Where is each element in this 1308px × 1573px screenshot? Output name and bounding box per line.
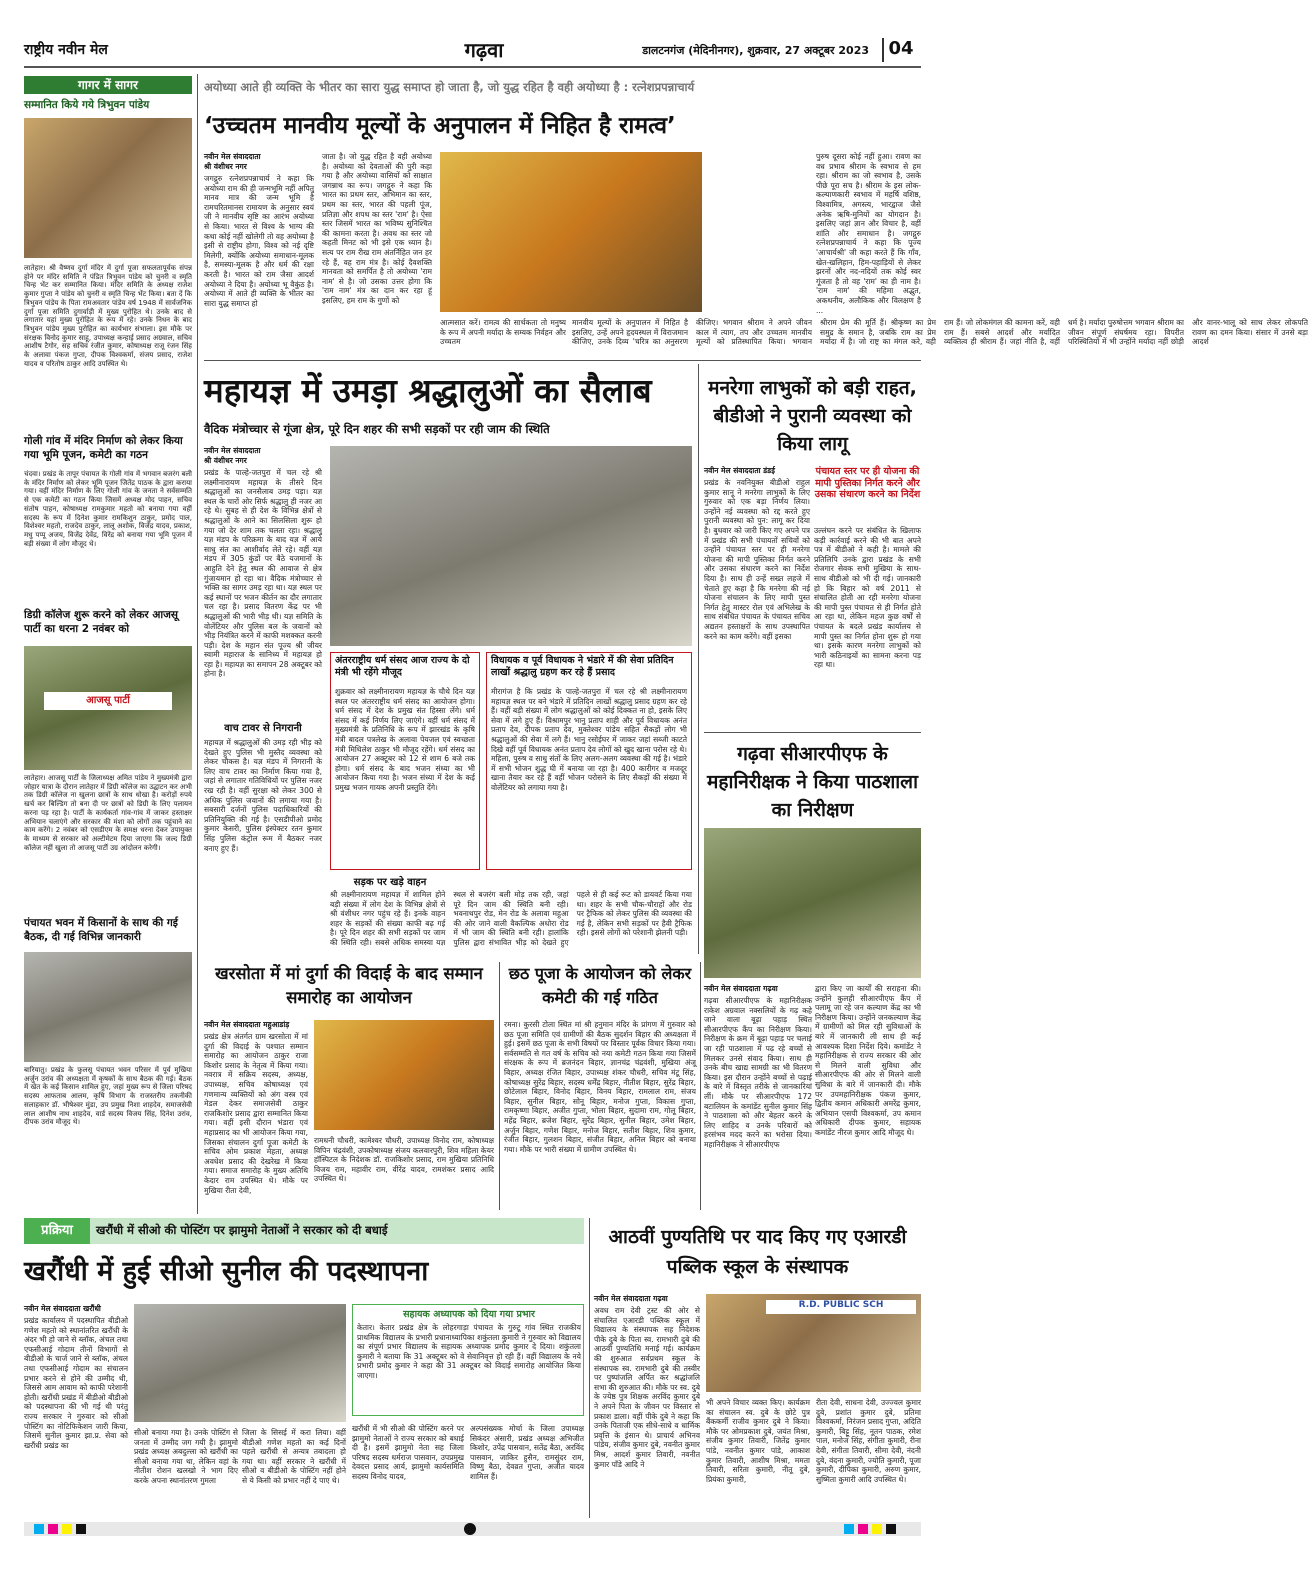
byline-place: महुआडांड़ — [263, 1020, 290, 1029]
byline-name: नवीन मेल संवाददाता — [594, 1294, 651, 1303]
crpf-col2: द्वारा किए जा कार्यों की सराहना की। उन्होंने कुलही सीआरपीएफ कैंप में पलामू जा रहे जन कल्याण केंद्र का भी निरीक्षण किया। उन्होंने जनकल्याण केंद्र में ग्रामीणों को मिल रही सुविधाओं के बारे में जानकारी ली साथ ही कई आवश्यक दिशा निर्देश दिये। कमांडेंट ने महानिरीक्षक से राज्य सरकार की ओर से मिलने वाली सुविधा और सीआरपीएफ की ओर से मिलने वाली सुविधा के बारे में जानकारी दी। मौके पर उपमहानिरीक्षक पंकज कुमार, द्वितीय कमान अधिकारी अमरेंद्र कुमार, अभियान एसपी विश्वकर्मा, उप कमान अधिकारी दीपक कुमार, सहायक कमांडेंट नीरज कुमार आदि मौजूद थे। — [815, 984, 921, 1137]
page-number: 04 — [882, 38, 918, 62]
sidebar-item1-body: लातेहार। श्री वैष्णव दुर्गा मंदिर में दुर्गा पूजा सफलतापूर्वक संपन्न होने पर मंदिर समिति ने पंडित त्रिभुवन पांडेय को चुनरी व स्मृति चिन्ह भेंट कर सम्मानित किया। मंदिर समिति के अध्यक्ष राजेश कुमार गुप्ता ने पांडेय को चुनरी व स्मृति चिन्ह भेंट किया। बता दें कि त्रिभुवन पांडेय के पिता रामअवतार पांडेय वर्ष 1948 में सार्वजनिक दुर्गा पूजा समिति दुगार्वाड़ी में मुख्य पुरोहित थे। उनके बाद से लगातार यहां मुख्य पुरोहित के रूप में रहे। उनके निधन के बाद त्रिभुवन पांडेय मुख्य पुरोहित का कार्यभार संभाला। इस मौके पर संरक्षक विनोद कुमार साहू, उपाध्यक्ष कन्हाई प्रसाद अग्रवाल, सचिव आशीष टैगोर, सह सचिव रंजीत कुमार, कोषाध्यक्ष राजू रंजन सिंह के अलावा पंकज गुप्ता, दीपक विश्वकर्मा, संजय प्रसाद, राजेश यादव व परितोष ठाकुर आदि उपस्थित थे। — [24, 264, 192, 368]
print-color-bar — [24, 1522, 921, 1536]
sidebar-item3-photo-banner: आजसू पार्टी — [44, 692, 172, 710]
swatch-black — [76, 1524, 86, 1534]
banner-box — [352, 1304, 584, 1416]
kharsota-byline — [204, 1020, 308, 1030]
ard-photo — [706, 1294, 921, 1392]
sidebar-item4-body: बारियातु। प्रखंड के फुलसू पंचायत भवन परिसर में पूर्व मुखिया अर्जुन उरांव की अध्यक्षता में कृषकों के साथ बैठक की गई। बैठक में खेत के कई किसान शामिल हुए, जहां मुख्य रूप से जिला परिषद सदस्य आफताब आलम, कृषि विभाग के राजस्तरीय तकनीकी सलाहकार डॉ. भीषेश्वर मुंडा, उप प्रमुख निशा शाहदेव, समाजसेवी लाल आशीष नाथ शाहदेव, वार्ड सदस्य विजय सिंह, दिनेश उरांव, दीपक उरांव मौजूद थे। — [24, 1066, 192, 1127]
chhath-headline: छठ पूजा के आयोजन को लेकर कमेटी की गई गठित — [508, 964, 692, 1007]
banner-strip — [24, 1218, 584, 1244]
mahayagya-sub2-head: वाच टावर से निगरानी — [224, 723, 302, 734]
sidebar-item3-photo — [24, 646, 192, 770]
mgnrega-body2: उल्लंघन करने पर संबंधित के खिलाफ कड़ी कार्रवाई करने की भी बात अपने पत्र में बीडीओ ने कही है। मामले की प्रतिलिपि उनके द्वारा प्रखंड के सभी रोजगार सेवक सभी मुखिया के साथ-साथ बीडीओ को भी दी गई। जानकारी हो कि बिहार को वर्ष 2011 से संचालित होती आ रही मनरेगा योजना की मापी पुस्त पंचायत से ही निर्गत होते आ रहा था, लेकिन महज कुछ वर्षों से पंचायत के बदले प्रखंड कार्यालय से मापी पुस्त का निर्गत होना शुरू हो गया था। इसके कारण मनरेगा लाभुकों को भारी कठिनाइयों का सामना करना पड़ रहा था। — [814, 526, 921, 670]
mahayagya-sub2-body: महायज्ञ में श्रद्धालुओं की उमड़ रही भीड़ को देखते हुए पुलिस भी मुस्तैद व्यवस्था को लेकर चौकस है। यज्ञ मंडप में निगरानी के लिए वाच टावर का निर्माण किया गया है, जहां से लगातार गतिविधियों पर पुलिस नजर रख रही है। वहीं सुरक्षा को लेकर 300 से अधिक पुलिस जवानों की लगाया गया है। सबसारी दर्जनों पुलिस पदाधिकारियों की प्रतिनियुक्ति की गई है। एसडीपीओ प्रमोद कुमार केसरी, पुलिस इंस्पेक्टर रतन कुमार सिंह पुलिस कंट्रोल रूम में बैठकर नजर बनाए हुए हैं। — [204, 738, 322, 853]
chhath-divider — [700, 962, 701, 1210]
banner-tag: प्रक्रिया — [24, 1218, 90, 1244]
top-story-col3b — [705, 152, 809, 312]
top-story-col3: मानवीय मूल्यों के अनुपालन में निहित है इसलिए, उन्हें अपने हृदयस्थल में विराजमान कीजिए, उनके दिव्य 'चरित्र का अनुसरण कीजिए। भगवान श्रीराम ने अपने जीवन काल में त्याग, तप और उच्चतम मानवीय मूल्यों को प्रतिस्थापित किया। भगवान श्रीराम प्रेम की मूर्ति हैं। श्रीकृष्ण का प्रेम समुद्र के समान है, जबकि राम का प्रेम मर्यादा में है। जो राष्ट्र का मंगल करे, वही राम हैं। जो लोकमंगल की कामना करें, वही राम हैं। सबसे आदर्श और मर्यादित व्यक्तित्व ही श्रीराम हैं। जहां नीति है, वहीं धर्म है। मर्यादा पुरुषोत्तम भगवान श्रीराम का जीवन संपूर्ण संघर्षमय रहा। विपरीत परिस्थितियों में भी उन्होंने मर्यादा नहीं छोड़ी और वानर-भालू को साथ लेकर लोकपति रावण का दमन किया। संसार में उनसे बड़ा आदर्श — [572, 318, 1308, 347]
masthead — [24, 36, 921, 66]
mahayagya-sub3-head: सड़क पर खड़े वाहन — [353, 877, 427, 888]
byline-place: श्री वंशीधर नगर — [204, 455, 247, 465]
sidebar-tag: गागर में सागर — [24, 76, 192, 94]
byline-place: खरौंधी — [83, 1304, 101, 1313]
paper-name: राष्ट्रीय नवीन मेल — [24, 42, 108, 58]
byline-place: गढ़वा — [653, 1294, 668, 1303]
box-head: सहायक अध्यापक को दिया गया प्रभार — [403, 1309, 535, 1320]
swatch-yellow-2 — [872, 1524, 882, 1534]
box2-body: मीरागंज है कि प्रखंड के पाल्हे-जतपुरा में चल रहे श्री लक्ष्मीनारायण महायज्ञ स्थल पर बने भंडारे में प्रतिदिन लाखों श्रद्धालु प्रसाद ग्रहण कर रहे हैं। वहीं बड़ी संख्या में लोग श्रद्धालुओं को कोई दिक्कत ना हो, इसके लिए सेवा में लगे हुए हैं। विश्रामपुर भानु प्रताप शाही और पूर्व विधायक अनंत प्रताप देव, दीपक प्रताप देव, मुक्तेश्वर पांडेय सहित सैकड़ों लोग भी श्रद्धालुओं की सेवा में लगे हैं। भानु रसोईघर में जाकर जहां सब्जी काटते दिखे वहीं पूर्व विधायक अनंत प्रताप देव लोगों को खुद खाना परोस रहे थे। महिला, पुरुष व साधु संतों के लिए अलग-अलग व्यवस्था की गई है। भंडारे में सभी भोजन शुद्ध घी में बनाया जा रहा है। 400 कारीगर व मजदूर खाना तैयार कर रहे हैं वहीं भोजन परोसने के लिए सैकड़ों की संख्या में वोलेंटियर को लगाया गया है। — [491, 687, 687, 792]
mgnrega-body: प्रखंड के नवनियुक्त बीडीओ राहुल कुमार सानू ने मनरेगा लाभुकों के लिए गुरुवार को एक बड़ा निर्णय लिया। उन्होंने नई व्यवस्था को रद्द करते हुए पुरानी व्यवस्था को पुन: लागू कर दिया है। बुधवार को जारी किए गए अपने पत्र में प्रखंड की सभी पंचायतों सचिवों को उन्होंने पंचायत स्तर पर ही मनरेगा योजना की मापी पुस्तिका निर्गत करने और उसका संधारण करने का निर्देश दिया है। साथ ही उन्हें सख्त लहजे में चेताते हुए कहा है कि मनरेगा की नई योजना संचालन के लिए मापी पुस्त निर्गत हेतु मास्टर रोल एवं अभिलेख के साथ संबंधित पंचायत के पंचायत सचिव अद्यतन हस्ताक्षरों के साथ उपस्थापित करने का काम करेंगे। वहीं इसका — [704, 478, 810, 641]
top-story-photo-text: आत्मसात करें। रामत्व की सार्थकता तो मनुष्य के रूप में अपनी मर्यादा के सम्यक निर्वहन और उच्चतम — [440, 318, 566, 347]
mahayagya-divider — [698, 364, 699, 954]
sidebar-item4-photo — [24, 952, 192, 1062]
banner-col4: खरौंधी में भी सीओ की पोस्टिंग करने पर झामुमो नेताओं ने राज्य सरकार को बधाई दी है। इसमें झामुमो नेता सह जिला परिषद सदस्य धर्मराज पासवान, उपप्रमुख देवदत्त प्रसाद आर्य, झामुमो कार्यसमिति सदस्य विनोद यादव, — [352, 1424, 464, 1481]
banner-col5: अल्पसंख्यक मोर्चा के जिला उपाध्यक्ष सिकंदर अंसारी, प्रखंड अध्यक्ष अभिजीत किशोर, उपेंद्र पासवान, सतेंद्र बैठा, अरविंद पासवान, जाकिर हुसैन, रामसुंदर राम, विष्णु बैठा, देवव्रत गुप्ता, अजीत यादव शामिल हैं। — [470, 1424, 584, 1481]
top-story-byline — [204, 152, 314, 172]
banner-col3: जिला के सिसई में करा लिया। वहीं बीडीओ गणेश महतो का कई दिनों पहले खरौंधी से अन्यत्र तबादला हो गया था। वहीं सरकार ने खरौंधी में सीओ व बीडीओ के पोस्टिंग नहीं होने से ये किसी को प्रभार नहीं दे पाए थे। — [242, 1428, 346, 1485]
kharsota-body2: रामधनी चौधरी, कामेश्वर चौधरी, उपाध्यक्ष विनोद राम, कोषाध्यक्ष विपिन चंद्रवंशी, उपकोषाध्यक्ष संजय कलवारपुरी, शिव महिला केयर हॉस्पिटल के निदेशक डॉ. राजकिशोर प्रसाद, राम मुखिया प्रतिनिधि विजय राम, महावीर राम, वीरेंद्र यादव, रामशंकर प्रसाद आदि उपस्थित थे। — [314, 1136, 494, 1184]
registration-mark — [464, 1523, 476, 1535]
mahayagya-byline — [204, 446, 322, 466]
top-story-photo — [440, 152, 702, 312]
mahayagya-photo — [330, 446, 692, 646]
top-story-rule — [204, 360, 921, 361]
sidebar-divider — [197, 74, 198, 1214]
byline-place: गढ़वा — [763, 984, 778, 993]
box2-head: विधायक व पूर्व विधायक ने भंडारे में की सेवा प्रतिदिन लाखों श्रद्धालु ग्रहण कर रहे हैं प्रसाद — [491, 655, 674, 678]
mgnrega-callout: पंचायत स्तर पर ही योजना की मापी पुस्तिका निर्गत करने और उसका संधारण करने का निर्देश — [814, 466, 921, 500]
ard-col1: अवध राम देवी ट्रस्ट की ओर से संचालित एआरडी पब्लिक स्कूल में विद्यालय के संस्थापक सह निदेशक पीके दुबे के पिता स्व. रामभारी दुबे की आठवीं पुण्यतिथि मनाई गई। कार्यक्रम की शुरुआत सर्वप्रथम स्कूल के संस्थापक स्व. रामभारी दुबे की तस्वीर पर पुष्पांजलि अर्पित कर श्रद्धांजलि सभा की शुरुआत की। मौके पर स्व. दुबे के ज्येष्ठ पुत्र शिक्षक अरविंद कुमार दुबे ने अपने पिता के जीवन पर विस्तार से प्रकाश डाला। वहीं पीके दुबे ने कहा कि उनके पिताजी एक सीधे-साधे व धार्मिक प्रवृत्ति के इंसान थे। प्राचार्य अभिनव पांडेय, संजीव कुमार दुबे, नवनीत कुमार मिश्र, आदर्श कुमार तिवारी, नवनीत कुमार पाँडे आदि ने — [594, 1306, 700, 1469]
banner-photo — [134, 1304, 346, 1422]
banner-byline — [24, 1304, 128, 1314]
crpf-headline: गढ़वा सीआरपीएफ के महानिरीक्षक ने किया पाठशाला का निरीक्षण — [707, 743, 918, 821]
sidebar-item2-headline: गोली गांव में मंदिर निर्माण को लेकर किया गया भूमि पूजन, कमेटी का गठन — [24, 435, 183, 461]
chhath-body: रमना। कुरसी टोला स्थित मां श्री हनुमान मंदिर के प्रांगण में गुरुवार को छठ पूजा समिति एवं ग्रामीणों की बैठक सुदर्शन बिहार की अध्यक्षता में हुई। इसमें छठ पूजा के सभी विषयों पर विस्तार पूर्वक विचार किया गया। सर्वसम्मति से गत वर्ष के सचिव को नया कमेटी गठन किया गया जिसमें संरक्षक के रूप में ब्रजनंदन बिहार, ज्ञानचंद्र चंद्रवंशी, मुखिया अंजू बिहार, अध्यक्ष रंजित बिहार, उपाध्यक्ष शंकर चौधरी, सचिव मंटू सिंह, कोषाध्यक्ष सुरेंद्र बिहार, सदस्य धर्मेंद्र बिहार, नीतीश बिहार, सुरेंद्र बिहार, छोटेलाल बिहार, विनोद बिहार, विनय बिहार, रामलाल राम, संजय बिहार, सुनील बिहार, सोनू बिहार, मनोज गुप्ता, विकास गुप्ता, रामकृष्णा बिहार, अजीत गुप्ता, भोला बिहार, सुदामा राम, गोलू बिहार, महेंद्र बिहार, ब्रजेश बिहार, सुरेंद्र बिहार, सुनील बिहार, उमेश बिहार, अर्जुन बिहार, गणेश बिहार, मनोज बिहार, सतीश बिहार, शिव कुमार, रंजीत बिहार, गुलशन बिहार, संजीत बिहार, अनिल बिहार को बनाया गया। मौके पर भारी संख्या में ग्रामीण उपस्थित थे। — [504, 1020, 696, 1154]
mahayagya-box2 — [486, 652, 692, 870]
banner-kicker: खरौंधी में सीओ की पोस्टिंग पर झामुमो नेताओं ने सरकार को दी बधाई — [96, 1223, 388, 1237]
top-story-headline: ‘उच्चतम मानवीय मूल्यों के अनुपालन में निहित है रामत्व’ — [204, 113, 676, 139]
sidebar-item1-photo — [24, 118, 192, 258]
box-body: केतार। केतार प्रखंड क्षेत्र के लोहरगाड़ा पंचायत के गुरुटू गांव स्थित राजकीय प्राथमिक विद्यालय के प्रभारी प्रधानाध्यापिका शकुंतला कुमारी ने गुरुवार को विद्यालय का संपूर्ण प्रभार विद्यालय के सहायक अध्यापक प्रमोद कुमार दे दिया। शकुंतला कुमारी ने बताया कि 31 अक्टूबर को वे सेवानिवृत्त हो रही हैं। वहीं विद्यालय के नये प्रभारी प्रमोद कुमार ने कहा की 31 अक्टूबर को विदाई समारोह आयोजित किया जाएगा। — [357, 1323, 581, 1380]
mahayagya-subhead: वैदिक मंत्रोच्चार से गूंजा क्षेत्र, पूरे दिन शहर की सभी सड़कों पर रही जाम की स्थिति — [204, 422, 550, 436]
banner-divider — [589, 1218, 590, 1518]
byline-place: श्री वंशीधर नगर — [204, 161, 247, 171]
sidebar-item1-headline: सम्मानित किये गये त्रिभुवन पांडेय — [24, 99, 150, 111]
banner-col2: सीओ बनाया गया है। उनके पोस्टिंग से जनता में उम्मीद जग गयी है। झामुमो प्रखंड अध्यक्ष अबदुल्ला को खरौंधी का सीओ बनाया गया था, लेकिन वहां के नीतीश रोशन खलखो ने भाग दिए करके अपना स्थानांतरण गुमला — [134, 1428, 238, 1485]
swatch-cyan-2 — [844, 1524, 854, 1534]
crpf-photo — [704, 828, 921, 978]
byline-name: नवीन मेल संवाददाता — [204, 1020, 261, 1029]
ard-col2: भी अपने विचार व्यक्त किए। कार्यक्रम का संचालन स्व. दुबे के छोटे पुत्र बैंककर्मी राजीव कुमार दुबे ने किया। मौके पर ओमप्रकाश दुबे, जयंत मिश्रा, संजीव कुमार तिवारी, जितेंद्र कुमार पांडे, नवनीत कुमार पांडे, आकाश कुमार तिवारी, आशीष मिश्रा, ममता तिवारी, सरिता कुमारी, नीतू दुबे, प्रियंका कुमारी, — [706, 1398, 810, 1484]
dateline: डालटनगंज (मेदिनीनगर), शुक्रवार, 27 अक्टूबर 2023 — [642, 44, 869, 57]
ard-col3: रीता देवी, साधना देवी, उज्ज्वल कुमार दुबे, प्रशांत कुमार दुबे, प्रतिमा विश्वकर्मा, निरंजन प्रसाद गुप्ता, अदिति कुमारी, बिट्टू सिंह, नूतन पाठक, रमेश पाल, मनोज सिंह, संगीता कुमारी, रीना देवी, संगीता तिवारी, सीमा देवी, नंदनी दुबे, वंदना कुमारी, ज्योति कुमारी, पूजा कुमारी, दीपिका कुमारी, अरुण कुमार, सुष्मिता कुमारी आदि उपस्थित थे। — [816, 1398, 921, 1484]
box1-head: अंतरराष्ट्रीय धर्म संसद आज राज्य के दो मंत्री भी रहेंगे मौजूद — [335, 655, 470, 678]
kharsota-divider — [499, 962, 500, 1210]
sidebar-item3-headline: डिग्री कॉलेज शुरू करने को लेकर आजसू पार्टी का धरना 2 नवंबर को — [24, 609, 178, 635]
banner-col1: प्रखंड कार्यालय में पदस्थापित बीडीओ गणेश महतो को स्थानांतरित खरौंधी के अंदर भी हो जाने से ब्लॉक, अंचल तथा एफसीआई गोदाम तीनों विभागों से बीडीओ के चार्ज जाने से ब्लॉक, अंचल तथा एफसीआई गोदाम का संचालन प्रभार करने से होने की उम्मीद थी, जिससे आम आवाम को काफी परेशानी होती। खरौंधी प्रखंड में बीडीओ बीडीओ को पदस्थापना की भी गई थी परंतु राज्य सरकार ने गुरुवार को सीओ पोस्टिंग का नोटिफिकेशन जारी किया, जिसमें सुनील कुमार झा.प्र. सेवा को खरौंधी प्रखंड का — [24, 1316, 128, 1450]
mgnrega-headline: मनरेगा लाभुकों को बड़ी राहत, बीडीओ ने पुरानी व्यवस्था को किया लागू — [708, 377, 917, 455]
kharsota-body: प्रखंड क्षेत्र अंतर्गत ग्राम खरसोता में मां दुर्गा की विदाई के पश्चात सम्मान समारोह का आयोजन ठाकुर राजा किशोर प्रसाद के नेतृत्व में किया गया। नवरात्र में सक्रिय सदस्य, अध्यक्ष, उपाध्यक्ष, सचिव कोषाध्यक्ष एवं गणमान्य व्यक्तियों को अंग वस्त्र एवं मेडल देकर समाजसेवी ठाकुर राजकिशोर प्रसाद द्वारा सम्मानित किया गया। वहीं इसी दौरान भंडारा एवं महाप्रसाद का भी आयोजन किया गया, जिसका संचालन दुर्गा पूजा कमेटी के सचिव ओम प्रकाश मेहता, अध्यक्ष अवधेश प्रसाद की देखरेख में किया गया। समाज समारोह के मुख्य अतिथि केदार राम उपस्थित थे। मौके पर मुखिया रीता देवी, — [204, 1032, 308, 1195]
top-story-col2: जाता है। जो युद्ध रहित है वही अयोध्या है। अयोध्या को देवताओं की पुरी कहा गया है और अयोध्या वासियों को साक्षात जगन्नाथ का रूप। जगद्गुरु ने कहा कि भारत का प्रथम स्तर, अभिमान का स्तर, प्रथम का स्तर, भारत की पहली पूंज, प्रतिज्ञा और शपथ का स्तर 'राम' है। ऐसा स्तर जिसमें भारत का भविष्य सुनिश्चित की कामना करता है। अवध का स्तर जो कहती मिनट को भी इसे एक ध्यान है। सत्य पर राम रीख राम अंतर्निहित जन हर रहे हैं, वह राम मंत्र है। कोई दैवशक्ति मानवता को समर्पित है तो अयोध्या 'राम नाम' से है। जो उसका उत्तर होगा कि 'राम नाम' मंत्र का दान कर रहा हूं इसलिए, हम राम के गुणों को — [322, 152, 432, 305]
section-name: गढ़वा — [464, 38, 504, 62]
swatch-cyan — [34, 1524, 44, 1534]
mahayagya-sub3-body: श्री लक्ष्मीनारायण महायज्ञ में शामिल होने बड़ी संख्या में लोग देश के विभिन्न क्षेत्रों से श्री वंशीधर नगर पहुंच रहे हैं। इनके वाहन शहर के सड़कों की संख्या काफी बढ़ गई है। पूरे दिन शहर की सभी सड़कों पर जाम की स्थिति रही। सबसे अधिक समस्या यज्ञ स्थल से बजरंग बली मोड़ तक रही, जहां पूरे दिन जाम की स्थिति बनी रही। भवनाथपुर रोड, मेन रोड के अलावा महुआ की ओर जाने वाली वैकल्पिक अधोरा रोड में भी जाम की स्थिति बनी रही। हालांकि पुलिस द्वारा संभावित भीड़ को देखते हुए पहले से ही कई रूट को डायवर्ट किया गया था। शहर के सभी चौक-चौराहों और रोड पर ट्रैफिक को लेकर पुलिस की व्यवस्था की गई है, लेकिन सभी सड़कों पर हैवी ट्रैफिक रही। इससे लोगों को परेशानी झेलनी पड़ी। — [330, 890, 692, 947]
byline-place: डंडई — [763, 466, 775, 475]
swatch-magenta-2 — [858, 1524, 868, 1534]
swatch-black-2 — [886, 1524, 896, 1534]
mahayagya-body: प्रखंड के पाल्हे-जतपुरा में चल रहे श्री लक्ष्मीनारायण महायज्ञ के तीसरे दिन श्रद्धालुओं का जनसैलाब उमड़ पड़ा। यज्ञ स्थल के चारों ओर सिर्फ श्रद्धालु ही नजर आ रहे थे। सुबह से ही देश के विभिन्न क्षेत्रों से श्रद्धालुओं के आने का सिलसिला शुरू हो गया जो देर शाम तक चलता रहा। श्रद्धालु यज्ञ मंडप के परिक्रमा के बाद यज्ञ में आये साधु संत का आशीर्वाद लेते रहे। वहीं यज्ञ मंडप में 305 कुंडों पर बैठे यजमानों के आहुति देने हेतु स्थल की आवाज से क्षेत्र गुंजायमान हो रहा था। वैदिक मंत्रोच्चार से भक्ति का सागर उमड़ रहा था। यज्ञ स्थल पर कई स्थानों पर भजन कीर्तन का दौर लगातार चल रहा है। प्रसाद वितरण केंद्र पर भी श्रद्धालुओं की भारी भीड़ थी। यज्ञ समिति के वोलेंटियर और पुलिस बल के जवानों को भीड़ नियंत्रित करने में काफी मशक्कत करनी पड़ी। देश के महान संत पूज्य श्री जीयर स्वामी महाराज के सानिध्य में महायज्ञ हो रहा है। महायज्ञ का समापन 28 अक्टूबर को होना है। — [204, 468, 322, 679]
kharsota-headline: खरसोता में मां दुर्गा की विदाई के बाद सम्मान समारोह का आयोजन — [215, 964, 483, 1007]
top-story-col4: पुरुष दूसरा कोई नहीं हुआ। रावण का वध प्रभाव श्रीराम के स्वभाव से हम रहा। श्रीराम का जो स्वभाव है, उसके पीछे पूरा सच है। श्रीराम के इस लोक-कल्याणकारी स्वभाव में महर्षि वशिष्ठ, विश्वामित्र, अगस्त्य, भारद्वाज जैसे अनेक ऋषि-मुनियों का योगदान है। इसलिए जहां ज्ञान और विचार है, वहीं शांति और समाधान है। जगद्गुरु रत्नेशप्रपन्नाचार्य ने कहा कि पूज्य 'आचार्यश्री' जी कहा करते हैं कि गाँव, खेत-खलिहान, हिम-पहाड़ियों से लेकर झरनों और नद-नदियों तक कोई स्वर गूंजता है तो वह 'राम' का ही नाम है। 'राम नाम' की महिमा अद्भुत, अकथनीय, अलौकिक और विलक्षण है ... — [816, 152, 921, 315]
masthead-rule — [24, 66, 921, 68]
top-story-col1: जगद्गुरु रत्नेशप्रपन्नाचार्य ने कहा कि अयोध्या राम की ही जन्मभूमि नहीं अपितु मानव मात्र की जन्म भूमि है रामचरितमानस रामायण के अनुसार स्वयं जी ने मानवीय सृष्टि का आरंभ अयोध्या से किया। भारत से विश्व के भाग्य की कथा कोई नहीं खोलेगी तो वह अयोध्या है इसी से राष्ट्रीय होगा, विश्व को नई दृष्टि मिलेगी, क्योंकि अयोध्या समाधान-मूलक है, समस्या-मूलक है और धर्म की रक्षा करती है। भारत को राम जैसा आदर्श अयोध्या ने दिया है। अयोध्या भू वैकुंठ है। अयोध्या में आते ही व्यक्ति के भीतर का सारा युद्ध समाप्त हो — [204, 174, 314, 308]
sidebar-item4-headline: पंचायत भवन में किसानों के साथ की गई बैठक, दी गई विभिन्न जानकारी — [24, 917, 178, 943]
sidebar-item3-body: लातेहार। आजसू पार्टी के जिलाध्यक्ष अमित पांडेय ने मुख्यमंत्री द्वारा जोहार यात्रा के दौरान लातेहार में डिग्री कॉलेज का उद्घाटन कर अभी तक डिग्री कॉलेज ना खुलना छात्रों के साथ धोखा है। करोड़ों रुपये खर्च कर बिल्डिंग तो बना दी पर छात्रों को डिग्री के लिए पलायन करना पड़ रहा है। पार्टी के कार्यकर्ता गांव-गांव में जाकर हस्ताक्षर अभियान चलाएंगे और सरकार की मंशा को लोगों तक पहुंचाने का काम करेंगे। 2 नवंबर को एसडीएम के समक्ष धरना देकर उपायुक्त के माध्यम से सरकार को अल्टीमेटम दिया जाएगा कि जल्द डिग्री कॉलेज नहीं खुला तो आजसू पार्टी उग्र आंदोलन करेगी। — [24, 774, 192, 852]
ard-byline — [594, 1294, 700, 1304]
box1-body: शुक्रवार को लक्ष्मीनारायण महायज्ञ के चौथे दिन यज्ञ स्थल पर अंतरराष्ट्रीय धर्म संसद का आयोजन होगा। धर्म संसद में देश के प्रमुख संत हिस्सा लेंगे। धर्म संसद में कई निर्णय लिए जाएंगे। वहीं धर्म संसद में मुख्यमंत्री के प्रतिनिधि के रूप में झारखंड के कृषि मंत्री बादल पत्रलेख के अलावा पेयजल एवं स्वच्छता मंत्री मिथिलेश ठाकुर भी मौजूद रहेंगे। धर्म संसद का आयोजन 27 अक्टूबर को 12 से शाम 6 बजे तक होगा। धर्म संसद के बाद भजन संध्या का भी आयोजन किया गया है। भजन संध्या में देश के कई प्रमुख भजन गायक अपनी प्रस्तुति देंगे। — [335, 687, 475, 792]
byline-name: नवीन मेल संवाददाता — [24, 1304, 81, 1313]
mahayagya-box1 — [330, 652, 480, 870]
banner-headline: खरौंधी में हुई सीओ सुनील की पदस्थापना — [24, 1256, 429, 1287]
crpf-col1: गढ़वा सीआरपीएफ के महानिरीक्षक राकेश अग्रवाल नक्सलियों के गढ़ कहे जाने वाला बूढ़ा पहाड़ स्थित सीआरपीएफ कैंप का निरीक्षण किया। निरीक्षण के क्रम में बूढ़ा पहाड़ पर चलाई जा रही पाठशाला में पढ़ रहे बच्चों से मिलकर उनसे संवाद किया। साथ ही उनके बीच खाद्य सामग्री का भी वितरण किया। इस दौरान उन्होंने बच्चों से पढ़ाई के बारे में विस्तृत तरीके से जानकारियां लीं। मौके पर सीआरपीएफ 172 बटालियन के कमांडेंट सुनील कुमार सिंह ने पाठशाला को और बेहतर करने के लिए शाहिद व उनके परिवारों को हरसंभव मदद करने का भरोसा दिया। महानिरीक्षक ने सीआरपीएफ — [704, 996, 812, 1149]
ard-headline: आठवीं पुण्यतिथि पर याद किए गए एआरडी पब्लिक स्कूल के संस्थापक — [608, 1226, 907, 1278]
byline-name: नवीन मेल संवाददाता — [704, 984, 761, 993]
byline-name: नवीन मेल संवाददाता — [204, 446, 261, 455]
byline-name: नवीन मेल संवाददाता — [204, 152, 261, 161]
kharsota-photo — [314, 1020, 494, 1130]
swatch-magenta — [48, 1524, 58, 1534]
mgnrega-rule — [704, 732, 921, 733]
mgnrega-byline — [704, 466, 810, 476]
crpf-byline — [704, 984, 812, 994]
mahayagya-headline: महायज्ञ में उमड़ा श्रद्धालुओं का सैलाब — [204, 371, 652, 410]
byline-name: नवीन मेल संवाददाता — [704, 466, 761, 475]
top-story-kicker: अयोध्या आते ही व्यक्ति के भीतर का सारा युद्ध समाप्त हो जाता है, जो युद्ध रहित है वही अयोध्या है : रत्नेशप्रपन्नाचार्य — [204, 80, 695, 94]
swatch-yellow — [62, 1524, 72, 1534]
ard-photo-sign: R.D. PUBLIC SCH — [766, 1300, 916, 1314]
sidebar-item2-body: चंदवा। प्रखंड के तापूर पंचायत के गोली गांव में भगवान बजरंग बली के मंदिर निर्माण को लेकर भूमि पूजन जितेंद्र पाठक के द्वारा कराया गया। वहीं मंदिर निर्माण के लिए गोली गांव के जनता ने सर्वसम्मति से एक कमेटी का गठन किया जिसमें अध्यक्ष मोद पाहन, सचिव संतोष पाहन, कोषाध्यक्ष रामकुमार महतो को बनाया गया वहीं सदस्य के रूप में दिनेश कुमार रामकिशुन ठाकुर, प्रमोद पाल, विशेश्वर महतो, राजदेव ठाकुर, लालू अशोक, विजेंद्र यादव, प्रकाश, मधु पप्पू अजय, विजेंद्र देवेंद्र, विरेंद्र को बनाया गया भूमि पूजन में बड़ी संख्या में लोग मौजूद थे। — [24, 470, 192, 548]
